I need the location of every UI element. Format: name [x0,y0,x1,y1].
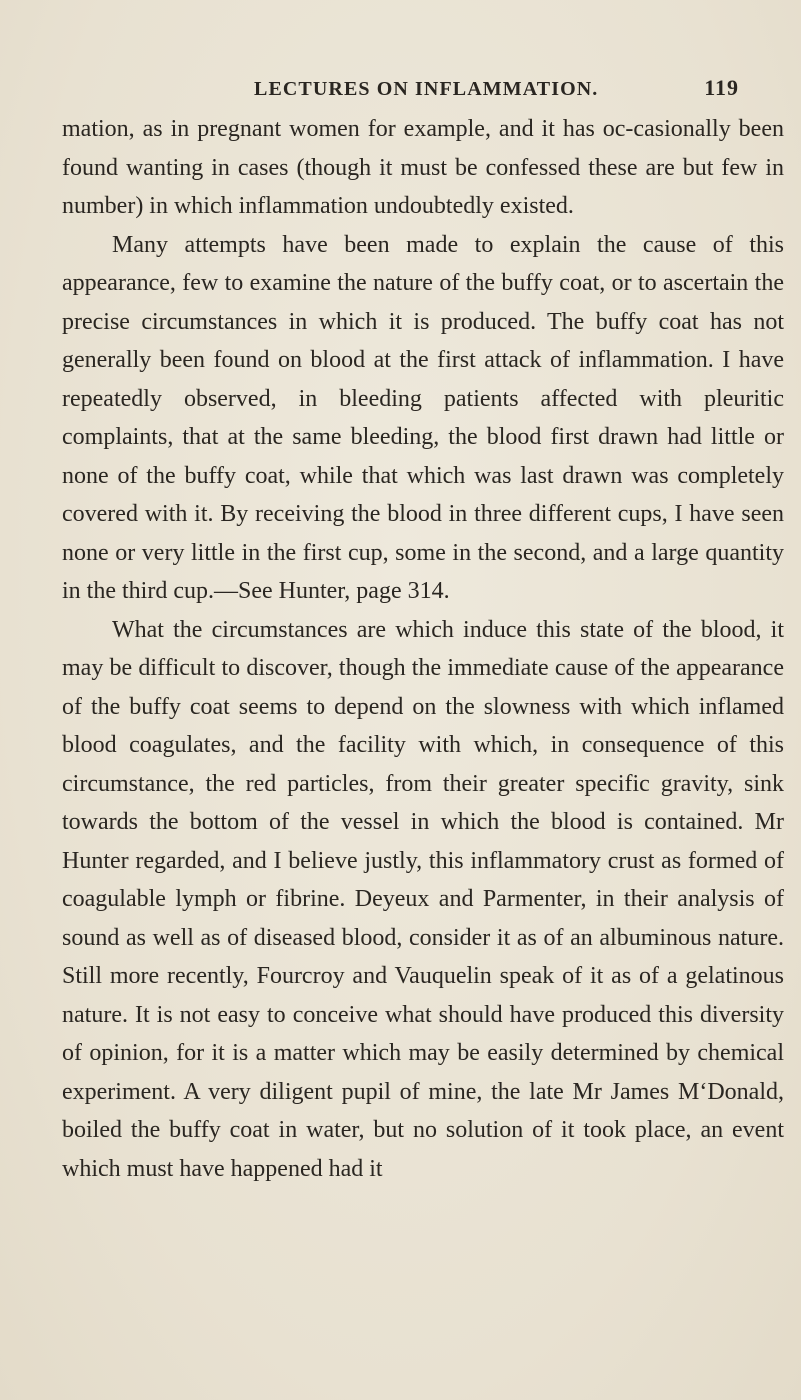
paragraph-circumstances: What the circumstances are which induce this state of the blood, it may be difficult to discover, though the immediate cause of the appearance of the buffy coat seems to depend on the slowness with which inflamed blood coagulates, and the facility with which, in consequence of this circumstance, the red particles, from their greater specific gravity, sink towards the bottom of the vessel in which the blood is contained. Mr Hunter regarded, and I believe justly, this inflammatory crust as formed of coagulable lymph or fibrine. Deyeux and Parmenter, in their analysis of sound as well as of diseased blood, consider it as of an albuminous nature. Still more recently, Fourcroy and Vauquelin speak of it as of a gelatinous nature. It is not easy to conceive what should have produced this diversity of opinion, for it is a matter which may be easily determined by chemical experiment. A very diligent pupil of mine, the late Mr James M‘Donald, boiled the buffy coat in water, but no solution of it took place, an event which must have happened had it [62,616,784,1182]
page-header [254,75,739,107]
page-number: 119 [704,75,739,100]
paragraph-continuation: mation, as in pregnant women for example, and it has oc-casionally been found wanting in cases (though it must be confessed these are but few in number) in which inflammation undoubtedly existed. [62,116,784,219]
paragraph-buffy-coat-attempts: Many attempts have been made to explain the cause of this appearance, few to examine the nature of the buffy coat, or to ascertain the precise circumstances in which it is produced. The buffy coat has not generally been found on blood at the first attack of inflammation. I have repeatedly observed, in bleeding patients affected with pleuritic complaints, that at the same bleeding, the blood first drawn had little or none of the buffy coat, while that which was last drawn was completely covered with it. By receiving the blood in three different cups, I have seen none or very little in the first cup, some in the second, and a large quantity in the third cup.—See Hunter, page 314. [62,231,784,604]
running-title: LECTURES ON INFLAMMATION. [254,78,599,100]
body-text [62,110,784,1188]
